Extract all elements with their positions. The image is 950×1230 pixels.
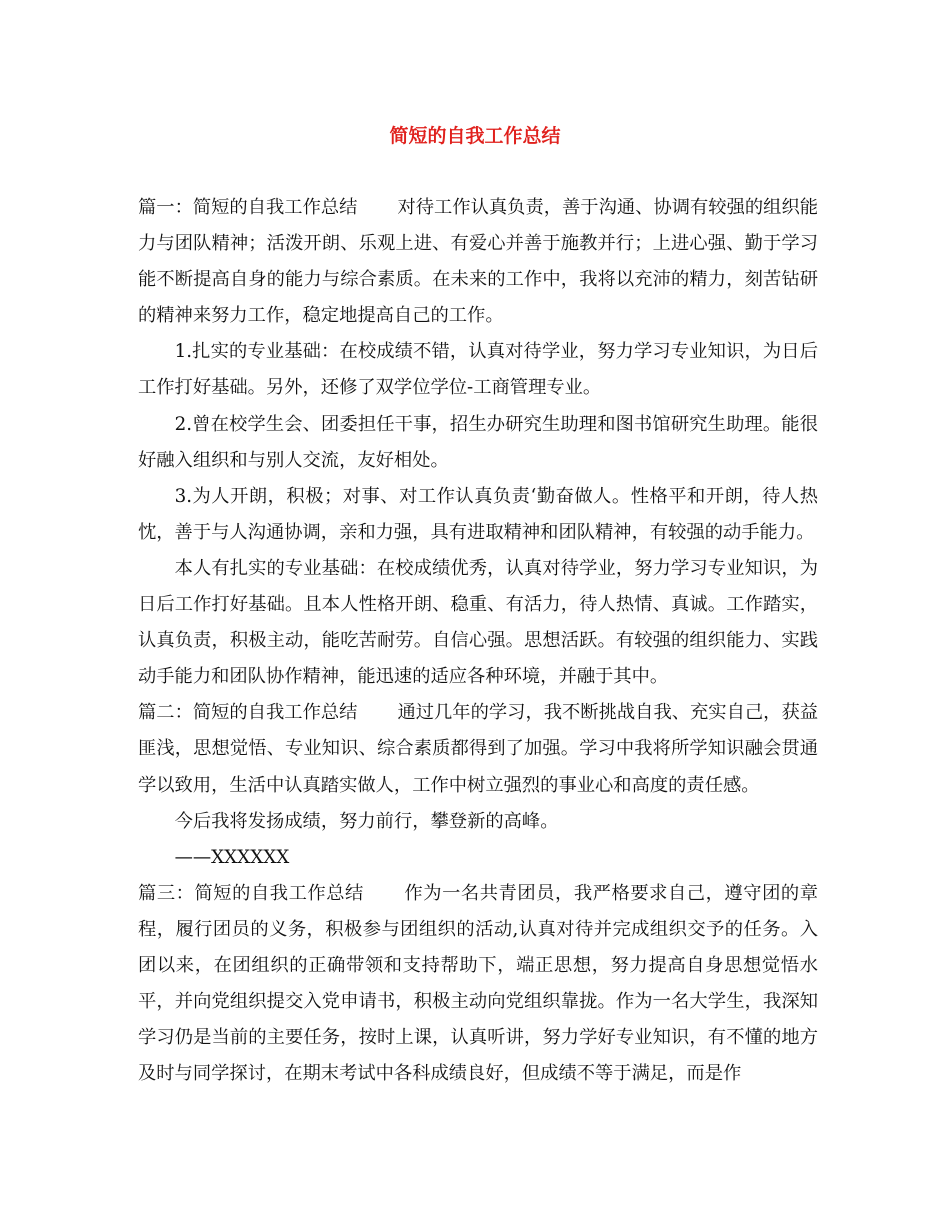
section-1-paragraph: 1.扎实的专业基础：在校成绩不错，认真对待学业，努力学习专业知识，为日后工作打好基础。另外，还修了双学位学位-工商管理专业。 bbox=[138, 341, 818, 399]
document-body bbox=[138, 190, 818, 1092]
section-2-signature: ——XXXXXX bbox=[174, 846, 290, 868]
section-1-intro bbox=[138, 190, 818, 334]
section-2-lead: 通过几年的学习，我不断挑战自我、充实自己，获益匪浅，思想觉悟、专业知识、综合素质都得到了加强。学习中我将所学知识融会贯通学以致用，生活中认真踏实做人，工作中树立强烈的事业心和高度的责任感。 bbox=[138, 702, 819, 796]
section-2-heading: 篇二：简短的自我工作总结 bbox=[138, 702, 358, 724]
section-1-paragraph: 3.为人开朗，积极；对事、对工作认真负责‘勤奋做人。性格平和开朗，待人热忱，善于与人沟通协调，亲和力强，具有进取精神和团队精神，有较强的动手能力。 bbox=[138, 485, 818, 543]
section-1-lead: 对待工作认真负责，善于沟通、协调有较强的组织能力与团队精神；活泼开朗、乐观上进、有爱心并善于施教并行；上进心强、勤于学习能不断提高自身的能力与综合素质。在未来的工作中，我将以充沛的精力，刻苦钻研的精神来努力工作，稳定地提高自己的工作。 bbox=[138, 197, 819, 327]
section-1-paragraph: 2.曾在校学生会、团委担任干事，招生办研究生助理和图书馆研究生助理。能很好融入组织和与别人交流，友好相处。 bbox=[138, 413, 818, 471]
section-3-intro bbox=[138, 876, 818, 1093]
document-title: 简短的自我工作总结 bbox=[389, 125, 561, 147]
section-2-paragraph: 今后我将发扬成绩，努力前行，攀登新的高峰。 bbox=[174, 810, 559, 832]
section-1-paragraph: 本人有扎实的专业基础：在校成绩优秀，认真对待学业，努力学习专业知识，为日后工作打好基础。且本人性格开朗、稳重、有活力，待人热情、真诚。工作踏实，认真负责，积极主动，能吃苦耐劳。自信心强。思想活跃。有较强的组织能力、实践动手能力和团队协作精神，能迅速的适应各种环境，并融于其中。 bbox=[138, 557, 818, 688]
section-3-lead: 作为一名共青团员，我严格要求自己，遵守团的章程，履行团员的义务，积极参与团组织的活动,认真对待并完成组织交予的任务。入团以来，在团组织的正确带领和支持帮助下，端正思想，努力提高自身思想觉悟水平，并向党组织提交入党申请书，积极主动向党组织靠拢。作为一名大学生，我深知学习仍是当前的主要任务，按时上课，认真听讲，努力学好专业知识，有不懂的地方及时与同学探讨，在期末考试中各科成绩良好，但成绩不等于满足，而是作 bbox=[138, 882, 819, 1085]
section-1-heading: 篇一：简短的自我工作总结 bbox=[138, 197, 358, 218]
section-2-intro bbox=[138, 695, 818, 803]
section-3-heading: 篇三：简短的自我工作总结 bbox=[138, 882, 364, 904]
